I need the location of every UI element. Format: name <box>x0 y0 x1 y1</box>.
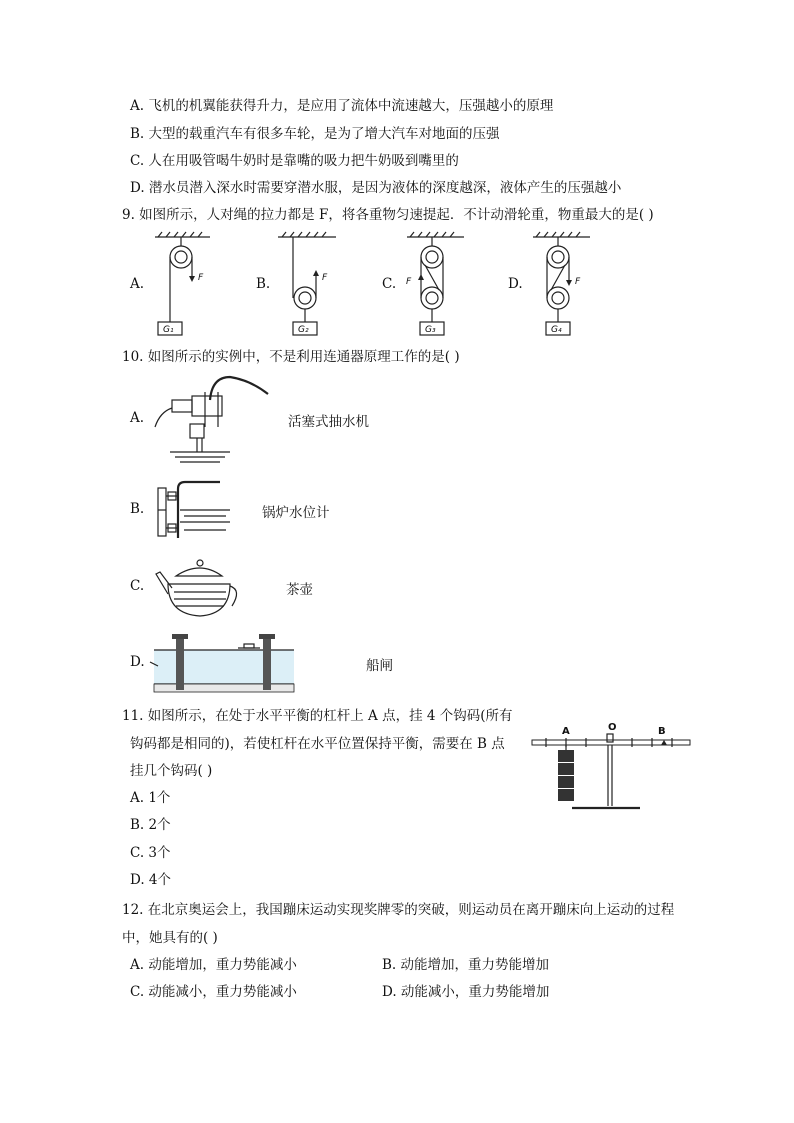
pulley-wheel <box>421 287 443 309</box>
pulley-wheel <box>170 246 192 268</box>
q10-option-c-caption: 茶壶 <box>286 582 313 598</box>
point-b-label: B <box>658 726 666 737</box>
q12-option-a: A. 动能增加，重力势能减小 <box>130 957 297 973</box>
q11-option-c: C. 3个 <box>130 845 171 861</box>
lock-gate-right <box>263 638 271 690</box>
force-arrow <box>313 270 319 276</box>
water-surface <box>170 452 230 462</box>
water-lines <box>158 510 230 530</box>
weight-label: G₄ <box>551 325 562 335</box>
gauge-tube <box>158 488 166 536</box>
force-label: F <box>406 277 412 287</box>
q12-option-d: D. 动能减小，重力势能增加 <box>382 984 550 1000</box>
piston-pump-figure <box>150 372 270 467</box>
pulley-figure-c <box>402 232 472 342</box>
force-arrow <box>189 276 195 282</box>
q9-option-a-letter: A. <box>130 276 145 292</box>
q11-option-b: B. 2个 <box>130 817 171 833</box>
q9-option-c-letter: C. <box>382 276 397 292</box>
pulley-wheel <box>294 287 316 309</box>
teapot-figure <box>150 554 240 622</box>
rope <box>551 265 565 290</box>
boiler-gauge-figure <box>150 474 240 546</box>
q8-option-d: D. 潜水员潜入深水时需要穿潜水服，是因为液体的深度越深，液体产生的压强越小 <box>130 180 622 196</box>
water-lines <box>174 592 226 606</box>
q11-option-a: A. 1个 <box>130 790 171 806</box>
q11-stem-line-1: 11. 如图所示，在处于水平平衡的杠杆上 A 点，挂 4 个钩码(所有 <box>122 708 513 724</box>
q9-stem: 9. 如图所示，人对绳的拉力都是 F，将各重物匀速提起．不计动滑轮重，物重最大的是( ) <box>122 207 654 223</box>
force-arrow <box>566 280 572 286</box>
lock-floor <box>154 684 294 692</box>
pivot-o-label: O <box>608 722 617 733</box>
hook-weights <box>558 750 574 801</box>
q8-option-a: A. 飞机的机翼能获得升力，是应用了流体中流速越大，压强越小的原理 <box>130 98 554 114</box>
force-label: F <box>575 277 581 287</box>
ceiling-hatch <box>536 232 580 237</box>
pulley-figure-d <box>528 232 598 342</box>
q10-option-a-caption: 活塞式抽水机 <box>288 414 369 430</box>
spout <box>155 408 172 427</box>
teapot-handle <box>230 586 237 606</box>
teapot-spout <box>156 572 172 594</box>
pulley-wheel <box>547 246 569 268</box>
q12-option-c: C. 动能减小，重力势能减小 <box>130 984 297 1000</box>
q10-option-d-letter: D. <box>130 654 145 670</box>
q10-option-b-caption: 锅炉水位计 <box>262 505 330 521</box>
q10-option-c-letter: C. <box>130 578 145 594</box>
weight-label: G₃ <box>425 325 436 335</box>
pulley-wheel <box>547 287 569 309</box>
q8-option-c: C. 人在用吸管喝牛奶时是靠嘴的吸力把牛奶吸到嘴里的 <box>130 153 459 169</box>
q12-stem-line-2: 中，她具有的( ) <box>122 930 218 946</box>
pulley-figure-a <box>150 232 220 342</box>
force-label: F <box>198 273 204 283</box>
lock-gate-left <box>176 638 184 690</box>
rope <box>425 265 439 290</box>
force-label: F <box>322 273 328 283</box>
ceiling-hatch <box>410 232 454 237</box>
teapot-body <box>168 584 230 616</box>
q11-option-d: D. 4个 <box>130 872 172 888</box>
lever-figure <box>528 718 698 818</box>
q12-option-b: B. 动能增加，重力势能增加 <box>382 957 550 973</box>
q12-stem-line-1: 12. 在北京奥运会上，我国蹦床运动实现奖牌零的突破，则运动员在离开蹦床向上运动的过程 <box>122 902 675 918</box>
pulley-wheel <box>421 246 443 268</box>
q10-option-a-letter: A. <box>130 410 145 426</box>
q9-option-d-letter: D. <box>508 276 523 292</box>
piston <box>190 424 204 438</box>
q10-option-b-letter: B. <box>130 501 145 517</box>
ceiling-hatch <box>158 232 202 237</box>
ceiling-hatch <box>282 232 326 237</box>
teapot-lid <box>176 568 222 576</box>
q8-option-b: B. 大型的载重汽车有很多车轮，是为了增大汽车对地面的压强 <box>130 126 500 142</box>
lid-knob <box>197 560 203 566</box>
q10-option-d-caption: 船闸 <box>366 658 393 674</box>
ship-lock-figure <box>148 630 298 700</box>
weight-label: G₁ <box>163 325 174 335</box>
weight-label: G₂ <box>298 325 309 335</box>
force-arrow <box>418 274 424 280</box>
q11-stem-line-3: 挂几个钩码( ) <box>130 763 213 779</box>
q10-stem: 10. 如图所示的实例中，不是利用连通器原理工作的是( ) <box>122 349 460 365</box>
pulley-figure-b <box>276 232 346 342</box>
q11-stem-line-2: 钩码都是相同的)，若使杠杆在水平位置保持平衡，需要在 B 点 <box>130 736 505 752</box>
point-a-label: A <box>562 726 570 737</box>
lock-water <box>154 650 294 684</box>
q9-option-b-letter: B. <box>256 276 271 292</box>
